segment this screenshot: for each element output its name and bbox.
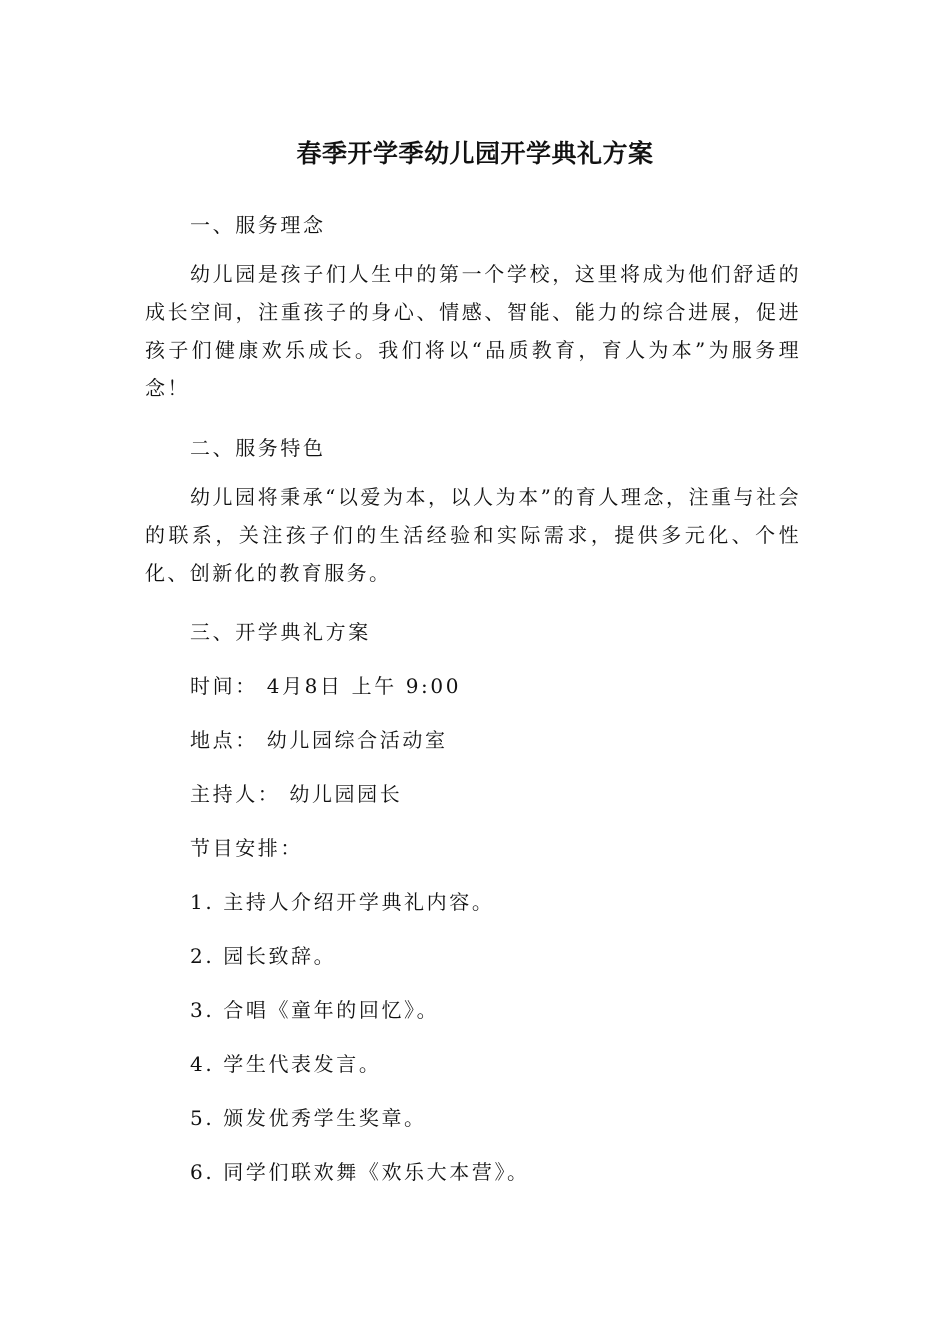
program-item: 1. 主持人介绍开学典礼内容。: [190, 890, 495, 914]
document-title: 春季开学季幼儿园开学典礼方案: [296, 139, 654, 168]
section-heading-service-features: 二、服务特色: [190, 436, 326, 460]
ceremony-time: 时间： 4月8日 上午 9:00: [190, 674, 462, 698]
program-item: 3. 合唱《童年的回忆》。: [190, 998, 440, 1022]
ceremony-host: 主持人： 幼儿园园长: [190, 782, 403, 806]
service-features-paragraph: 幼儿园将秉承“以爱为本，以人为本”的育人理念，注重与社会的联系，关注孩子们的生活经验和实际需求，提供多元化、个性化、创新化的教育服务。: [145, 485, 801, 585]
service-philosophy-paragraph: 幼儿园是孩子们人生中的第一个学校，这里将成为他们舒适的成长空间，注重孩子的身心、情感、智能、能力的综合进展，促进孩子们健康欢乐成长。我们将以“品质教育，育人为本”为服务理念！: [145, 262, 801, 400]
section-heading-service-philosophy: 一、服务理念: [190, 213, 326, 237]
program-item: 4. 学生代表发言。: [190, 1052, 382, 1076]
program-item: 6. 同学们联欢舞《欢乐大本营》。: [190, 1160, 530, 1184]
program-label: 节目安排：: [190, 836, 303, 860]
section-heading-ceremony-plan: 三、开学典礼方案: [190, 620, 371, 644]
ceremony-place: 地点： 幼儿园综合活动室: [190, 728, 448, 752]
program-item: 2. 园长致辞。: [190, 944, 337, 968]
program-item: 5. 颁发优秀学生奖章。: [190, 1106, 427, 1130]
